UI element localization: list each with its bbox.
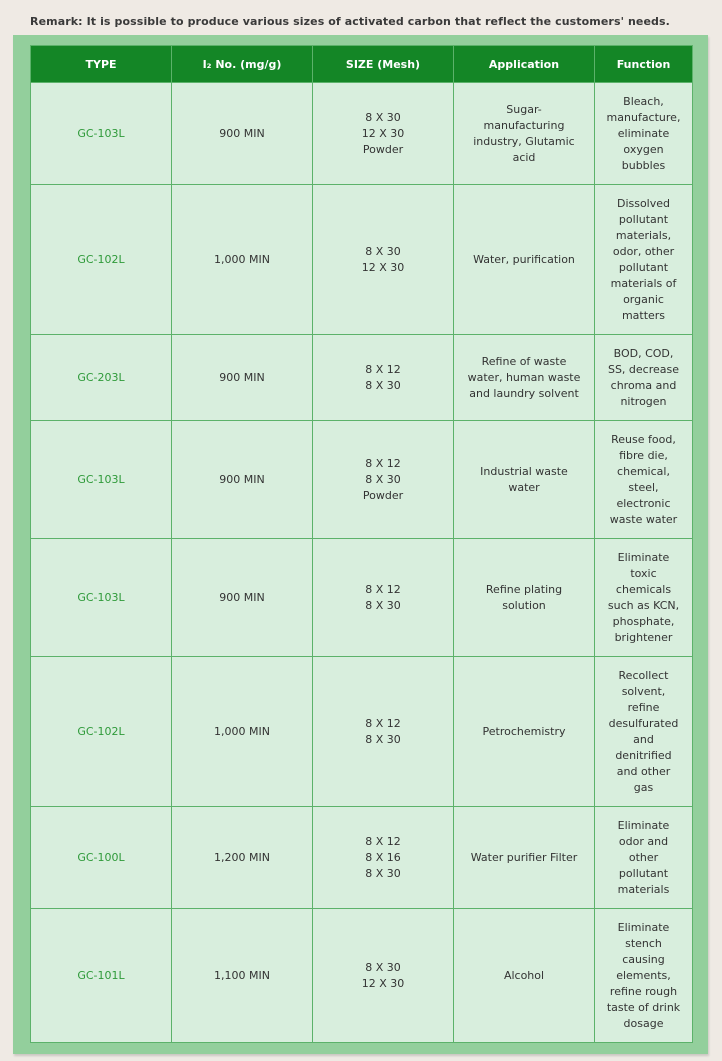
- cell-size: 8 X 12 8 X 30: [313, 539, 453, 656]
- cell-application: Water, purification: [454, 185, 594, 334]
- cell-size: 8 X 30 12 X 30: [313, 909, 453, 1042]
- header-i2-number: I₂ No. (mg/g): [172, 46, 312, 82]
- table-row: [31, 807, 692, 908]
- cell-size: 8 X 30 12 X 30: [313, 185, 453, 334]
- cell-size: 8 X 12 8 X 30 Powder: [313, 421, 453, 538]
- header-size: SIZE (Mesh): [313, 46, 453, 82]
- remark-text: Remark: It is possible to produce various sizes of activated carbon that reflect the customers' needs.: [30, 15, 670, 28]
- product-spec-table: [30, 45, 693, 1043]
- cell-i2-number: 900 MIN: [172, 335, 312, 420]
- cell-function: Dissolved pollutant materials, odor, other pollutant materials of organic matters: [595, 185, 692, 334]
- cell-i2-number: 900 MIN: [172, 83, 312, 184]
- cell-i2-number: 1,100 MIN: [172, 909, 312, 1042]
- cell-size: 8 X 30 12 X 30 Powder: [313, 83, 453, 184]
- cell-type: GC-102L: [31, 185, 171, 334]
- cell-type: GC-103L: [31, 83, 171, 184]
- header-application: Application: [454, 46, 594, 82]
- cell-application: Alcohol: [454, 909, 594, 1042]
- table-row: [31, 657, 692, 806]
- cell-function: Recollect solvent, refine desulfurated and denitrified and other gas: [595, 657, 692, 806]
- table-row: [31, 83, 692, 184]
- cell-application: Sugar- manufacturing industry, Glutamic acid: [454, 83, 594, 184]
- cell-function: Eliminate odor and other pollutant materials: [595, 807, 692, 908]
- table-row: [31, 539, 692, 656]
- cell-application: Industrial waste water: [454, 421, 594, 538]
- cell-function: Eliminate stench causing elements, refine rough taste of drink dosage: [595, 909, 692, 1042]
- cell-i2-number: 1,000 MIN: [172, 657, 312, 806]
- cell-type: GC-100L: [31, 807, 171, 908]
- header-type: TYPE: [31, 46, 171, 82]
- cell-i2-number: 900 MIN: [172, 539, 312, 656]
- cell-size: 8 X 12 8 X 16 8 X 30: [313, 807, 453, 908]
- table-row: [31, 909, 692, 1042]
- cell-type: GC-103L: [31, 539, 171, 656]
- cell-i2-number: 1,000 MIN: [172, 185, 312, 334]
- table-row: [31, 335, 692, 420]
- cell-application: Water purifier Filter: [454, 807, 594, 908]
- cell-size: 8 X 12 8 X 30: [313, 335, 453, 420]
- table-row: [31, 421, 692, 538]
- cell-function: Bleach, manufacture, eliminate oxygen bubbles: [595, 83, 692, 184]
- cell-type: GC-101L: [31, 909, 171, 1042]
- table-frame: [13, 35, 708, 1054]
- cell-function: Eliminate toxic chemicals such as KCN, phosphate, brightener: [595, 539, 692, 656]
- cell-i2-number: 900 MIN: [172, 421, 312, 538]
- cell-application: Refine plating solution: [454, 539, 594, 656]
- header-function: Function: [595, 46, 692, 82]
- cell-application: Refine of waste water, human waste and laundry solvent: [454, 335, 594, 420]
- table-row: [31, 185, 692, 334]
- cell-i2-number: 1,200 MIN: [172, 807, 312, 908]
- cell-function: BOD, COD, SS, decrease chroma and nitrogen: [595, 335, 692, 420]
- cell-type: GC-102L: [31, 657, 171, 806]
- cell-type: GC-103L: [31, 421, 171, 538]
- cell-type: GC-203L: [31, 335, 171, 420]
- table-header-row: [31, 46, 692, 82]
- cell-size: 8 X 12 8 X 30: [313, 657, 453, 806]
- cell-application: Petrochemistry: [454, 657, 594, 806]
- cell-function: Reuse food, fibre die, chemical, steel, electronic waste water: [595, 421, 692, 538]
